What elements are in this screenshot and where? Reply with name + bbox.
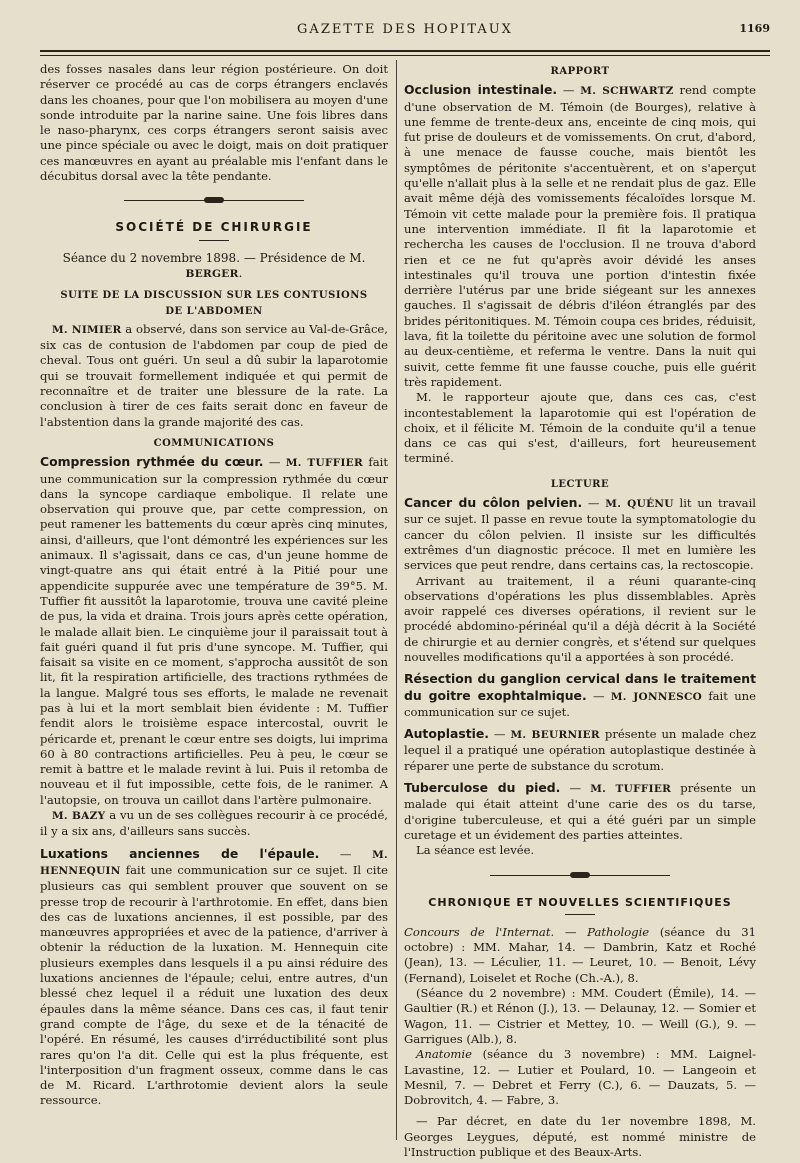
dash: —	[586, 688, 611, 703]
paragraph-text: a observé, dans son service au Val-de-Grâce, six cas de contusion de l'abdomen par coup de pied de cheval. Tous ont guéri. Un seul a dû subir la laparotomie qui se trouvait formellement indiquée et qui permit de reconnaître et de traiter une blessure de la rate. La conclusion à tirer de ces faits serait donc en faveur de l'abstention dans la grande majorité des cas.	[40, 321, 388, 429]
compression-paragraph	[40, 454, 388, 808]
dash: —	[582, 496, 606, 511]
decret-paragraph: — Par décret, en date du 1er novembre 1898, M. Georges Leygues, député, est nommé ministre de l'Instruction publique et des Beaux-Arts.	[404, 1114, 756, 1159]
intro-paragraph: des fosses nasales dans leur région postérieure. On doit réserver ce procédé au cas de corps étrangers enclavés dans les choanes, pour que l'on mobilisera au moyen d'une sonde introduite par la narine saine. Une fois libres dans le naso-pharynx, ces corps étrangers seront saisis avec une pince spéciale ou avec le doigt, mais on doit pratiquer ces manœuvres en ayant au préalable mis l'enfant dans le décubitus dorsal avec la tête pendante.	[40, 62, 388, 184]
cancer-paragraph-2: Arrivant au traitement, il a réuni quarante-cinq observations d'opérations les plus dissemblables. Après avoir rappelé ces diverses opérations, il revient sur le procédé abdomino-périnéal qu'il a déjà décrit à la Société de chirurgie et au dernier congrès, et s'étend sur quelques nouvelles modifications qu'il a apportées à son procédé.	[404, 573, 756, 664]
article-heading: Compression rythmée du cœur.	[40, 454, 264, 470]
author-name: M. BEURNIER	[510, 729, 600, 742]
paragraph-text: fait une communication sur la compression rythmée du cœur dans la syncope cardiaque embolique. Il relate une observation qui prouve que, par cette compression, on peut ramener les battements du cœur après cinq minutes, ainsi, d'ailleurs, que l'ont démontré les expériences sur les animaux. Il s'agissait, dans ce cas, d'un jeune homme de vingt-quatre ans qui était entré à la Pitié pour une appendicite suppurée avec une température de 39°5. M. Tuffier fit aussitôt la laparotomie, trouva une cavité pleine de pus, la vida et draina. Trois jours après cette opération, le malade allait bien. Le cinquième jour il paraissait tout à fait guéri quand il fut pris d'une syncope. M. Tuffier, qui faisait sa visite en ce moment, s'approcha aussitôt de son lit, fit la respiration artificielle, des tractions rythmées de la langue. Malgré tous ses efforts, le malade ne revenait pas à lui et la mort semblait bien évidente : M. Tuffier fendit alors le troisième espace intercostal, ouvrit le péricarde et, prenant le cœur entre ses doigts, lui imprima 60 à 80 contractions artificielles. Peu à peu, le cœur se remit à battre et le malade revint à lui. Puis il retomba de nouveau et il fut impossible, cette fois, de le ranimer. A l'autopsie, on trouva un caillot dans l'artère pulmonaire.	[40, 455, 388, 807]
column-divider	[396, 60, 397, 1140]
concours-label: Concours de l'Internat. — Pathologie	[404, 924, 650, 939]
page-header	[40, 22, 770, 42]
seance-end: .	[238, 265, 243, 280]
header-double-rule	[40, 50, 770, 56]
author-name: M. JONNESCO	[610, 690, 703, 703]
article-heading: Tuberculose du pied.	[404, 780, 561, 796]
seance-line	[40, 251, 388, 283]
paragraph-text: a vu un de ses collègues recourir à ce procédé, il y a six ans, d'ailleurs sans succès.	[40, 808, 388, 839]
author-name: M. NIMIER	[52, 323, 122, 336]
author-name: M. BAZY	[52, 810, 106, 823]
communications-title: COMMUNICATIONS	[153, 437, 275, 449]
dash: —	[263, 455, 286, 470]
ornament-divider	[490, 871, 670, 881]
article-heading: Occlusion intestinale.	[404, 82, 558, 98]
seance-text: Séance du 2 novembre 1898. — Présidence de M.	[62, 250, 366, 265]
paragraph-text: (séance du 31 octobre) : MM. Mahar, 14. — Dambrin, Katz et Roché (Jean), 13. — Léculier, 11. — Leuret, 10. — Benoit, Lévy (Fernand), Loiselet et Roche (Ch.-A.), 8.	[404, 924, 757, 985]
short-rule	[565, 914, 595, 915]
paragraph-text: présente un malade chez lequel il a pratiqué une opération autoplastique destinée à réparer une perte de substance du scrotum.	[404, 727, 757, 773]
luxations-paragraph	[40, 846, 388, 1109]
bazy-paragraph	[40, 808, 388, 840]
section-title: SOCIÉTÉ DE CHIRURGIE	[115, 220, 313, 235]
rapport-title: RAPPORT	[550, 66, 610, 77]
left-column	[40, 62, 388, 1109]
article-heading: Autoplastie.	[404, 726, 489, 742]
subtitle-line: SUITE DE LA DISCUSSION SUR LES CONTUSIONS	[60, 290, 368, 302]
discussion-subtitle	[40, 288, 388, 319]
author-name: M. QUÉNU	[605, 498, 674, 511]
anatomie-label: Anatomie	[416, 1047, 472, 1062]
paragraph-text: fait une communication sur ce sujet.	[404, 688, 756, 719]
short-rule	[199, 240, 229, 241]
author-name: M. SCHWARTZ	[580, 85, 674, 98]
paragraph-text: fait une communication sur ce sujet. Il cite plusieurs cas qui semblent prouver que souvent on se presse trop de recourir à l'arthrotomie. En effet, dans bien des cas de luxations anciennes, il est possible, par des manœuvres appropriées et avec de la patience, d'arriver à obtenir la réduction de la luxation. M. Hennequin cite plusieurs exemples dans lesquels il a pu ainsi réduire des luxations anciennes de l'épaule; celui, entre autres, d'un blessé chez lequel il a réduit une luxation des deux épaules dans la même séance. Dans ces cas, il faut tenir grand compte de l'âge, du sexe et de la ténacité de l'opéré. En résumé, les causes d'irréductibilité sont plus rares qu'on l'a dit. Celle qui est la plus fréquente, est l'interposition d'un fragment osseux, comme dans le cas de M. Ricard. L'arthrotomie devient alors la seule ressource.	[40, 862, 388, 1108]
resection-paragraph	[404, 671, 756, 720]
anatomie-paragraph	[404, 1047, 756, 1108]
concours-paragraph-2: (Séance du 2 novembre) : MM. Coudert (Émile), 14. — Gaultier (R.) et Rénon (J.), 13. — Delaunay, 12. — Somier et Wagon, 11. — Cistrier et Mettey, 10. — Weill (G.), 9. — Garrigues (Alb.), 8.	[404, 986, 756, 1046]
cancer-paragraph	[404, 495, 756, 573]
seance-levee: La séance est levée.	[416, 843, 535, 858]
right-column	[404, 62, 756, 1160]
tuberculose-paragraph	[404, 780, 756, 843]
nimier-paragraph	[40, 322, 388, 430]
article-heading: Cancer du côlon pelvien.	[404, 495, 583, 511]
author-name: M. TUFFIER	[590, 783, 672, 796]
author-name: M. TUFFIER	[285, 457, 364, 470]
journal-title: GAZETTE DES HOPITAUX	[297, 22, 513, 37]
paragraph-text: rend compte d'une observation de M. Témoin (de Bourges), relative à une femme de trente-deux ans, enceinte de cinq mois, qui fut prise de douleurs et de vomissements. On crut, d'abord, à une menace de fausse couche, mais bientôt les symptômes de péritonite s'accentuèrent, et on s'aperçut qu'elle n'allait plus à la selle et ne rendait plus de gaz. Elle avait même déjà des vomissements fécaloïdes lorsque M. Témoin vit cette malade pour la première fois. Il pratiqua une intervention immédiate. Il fit la laparotomie et rechercha les causes de l'occlusion. Il ne trouva d'abord rien et ce ne fut qu'après avoir dévidé les anses intestinales qu'il trouva une portion d'intestin fixée derrière l'utérus par une bride siégeant sur les annexes gauches. Il s'agissait de débris d'iléon étranglés par des brides péritonitiques. M. Témoin coupa ces brides, réduisit, lava, fit la toilette du péritoine avec une solution de formol au deux-centième, et referma le ventre. Dans la nuit qui suivit, cette femme fit une fausse couche, puis elle guérit très rapidement.	[404, 83, 756, 389]
dash: —	[488, 727, 511, 742]
page-number: 1169	[739, 22, 770, 35]
article-heading: Luxations anciennes de l'épaule.	[40, 845, 320, 861]
chronique-title: CHRONIQUE ET NOUVELLES SCIENTIFIQUES	[428, 895, 732, 909]
dash: —	[557, 83, 581, 98]
author-name: M. HENNEQUIN	[40, 848, 388, 877]
lecture-title: LECTURE	[550, 478, 610, 490]
occlusion-paragraph	[404, 82, 756, 390]
paragraph-text: présente un malade qui était atteint d'une carie des os du tarse, d'origine tuberculeuse, et qui a été guéri par un simple curetage et un évidement des parties atteintes.	[404, 781, 756, 842]
paragraph-text: lit un travail sur ce sujet. Il passe en revue toute la symptomatologie du cancer du côlon pelvien. Il insiste sur les difficultés extrêmes d'un diagnostic précoce. Il met en lumière les services que peut rendre, dans certains cas, la rectoscopie.	[404, 496, 756, 573]
occlusion-paragraph-2: M. le rapporteur ajoute que, dans ces cas, c'est incontestablement la laparotomie qui est l'opération de choix, et il félicite M. Témoin de la conduite qu'il a tenue dans ce cas qui s'est, d'ailleurs, fort heureusement terminé.	[404, 390, 756, 466]
ornament-divider	[124, 196, 304, 206]
seance-president: BERGER	[185, 267, 239, 280]
dash: —	[319, 846, 373, 861]
concours-paragraph	[404, 925, 756, 986]
subtitle-line: DE L'ABDOMEN	[165, 305, 263, 317]
dash: —	[560, 781, 591, 796]
article-heading: Résection du ganglion cervical dans le traitement du goitre exophtalmique.	[404, 671, 756, 703]
autoplastie-paragraph	[404, 726, 756, 774]
paragraph-text: (séance du 3 novembre) : MM. Laignel-Lavastine, 12. — Lutier et Poulard, 10. — Langeoin et Mesnil, 7. — Debret et Ferry (C.), 6. — Dauzats, 5. — Dobrovitch, 4. — Fabre, 3.	[404, 1047, 756, 1108]
